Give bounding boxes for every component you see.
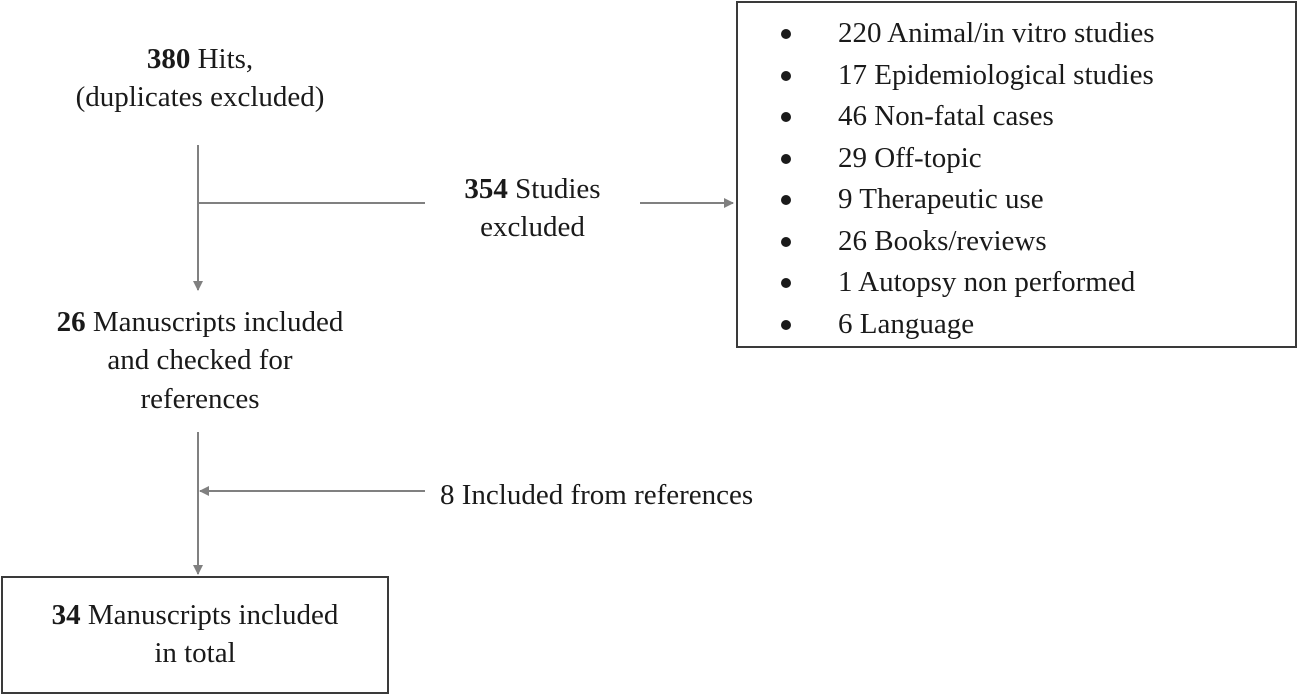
- hits-node: [20, 40, 380, 117]
- hits-count: 380: [146, 43, 191, 75]
- checked-label: Manuscripts included: [92, 306, 344, 338]
- exclusion-reasons-list: [738, 13, 1295, 345]
- from-references-label: 8 Included from references: [440, 479, 754, 511]
- bullet-icon: [781, 112, 791, 122]
- exclusion-reason-item: 9 Therapeutic use: [738, 179, 1295, 221]
- bullet-icon: [781, 195, 791, 205]
- exclusion-reason-item: 220 Animal/in vitro studies: [738, 13, 1295, 55]
- exclusion-reason-item: 29 Off-topic: [738, 138, 1295, 180]
- excluded-label-2: excluded: [480, 211, 585, 244]
- bullet-icon: [781, 71, 791, 81]
- exclusion-reason-item: 6 Language: [738, 304, 1295, 346]
- total-count: 34: [51, 599, 81, 631]
- exclusion-reason-item: 17 Epidemiological studies: [738, 55, 1295, 97]
- bullet-icon: [781, 278, 791, 288]
- hits-note: (duplicates excluded): [75, 81, 325, 114]
- checked-count: 26: [56, 306, 86, 338]
- total-node: [3, 596, 387, 673]
- total-label-2: in total: [154, 637, 236, 670]
- bullet-icon: [781, 320, 791, 330]
- exclusion-reasons-box: [736, 1, 1297, 348]
- total-label: Manuscripts included: [87, 599, 339, 631]
- excluded-count: 354: [464, 173, 508, 205]
- exclusion-reason-item: 1 Autopsy non performed: [738, 262, 1295, 304]
- hits-label: Hits,: [197, 43, 254, 75]
- bullet-icon: [781, 154, 791, 164]
- excluded-label: Studies: [515, 173, 601, 205]
- bullet-icon: [781, 29, 791, 39]
- checked-label-3: references: [140, 382, 260, 415]
- total-box: [1, 576, 389, 694]
- bullet-icon: [781, 237, 791, 247]
- excluded-node: [405, 170, 660, 247]
- exclusion-reason-item: 46 Non-fatal cases: [738, 96, 1295, 138]
- checked-label-2: and checked for: [107, 344, 293, 377]
- exclusion-reason-item: 26 Books/reviews: [738, 221, 1295, 263]
- checked-node: [5, 303, 395, 418]
- from-references-node: [440, 476, 820, 514]
